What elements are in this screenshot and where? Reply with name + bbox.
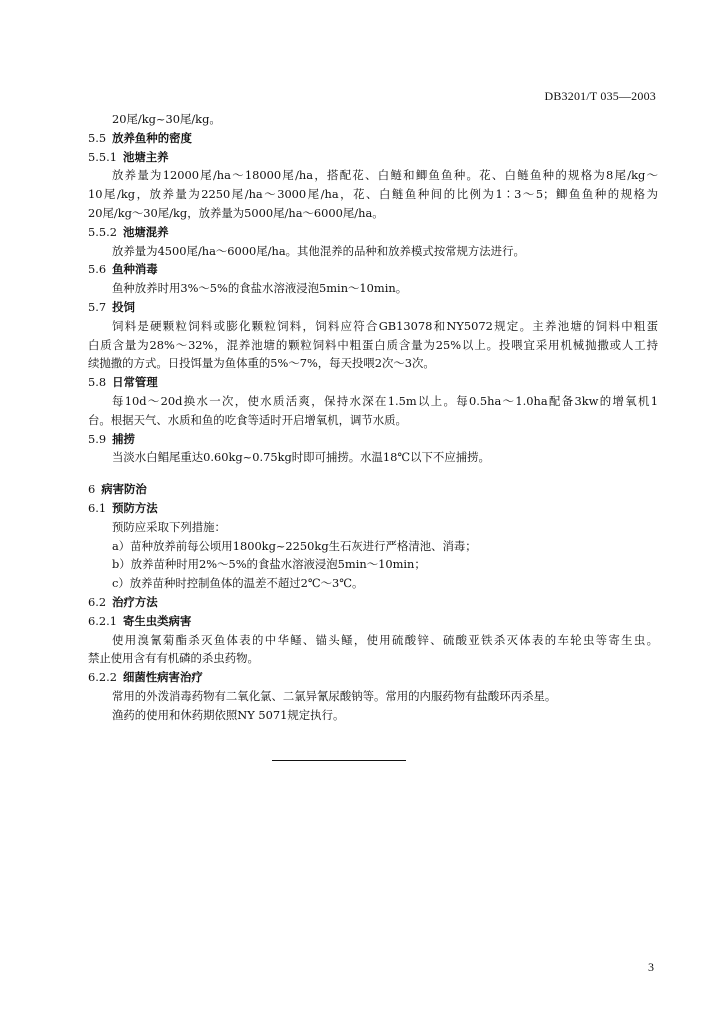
text-line: 放养量为12000尾/ha～18000尾/ha，搭配花、白鲢和鲫鱼鱼种。花、白鲢鱼种的规格为8尾/kg～ [112, 168, 658, 183]
text-line: 渔药的使用和休药期依照NY 5071规定执行。 [112, 707, 345, 722]
text-line: 20尾/kg~30尾/kg。 [112, 112, 221, 126]
text-line: 当淡水白鲳尾重达0.60kg~0.75kg时即可捕捞。水温18℃以下不应捕捞。 [112, 450, 490, 465]
section-heading-6-2-1 [88, 612, 658, 631]
end-rule [272, 760, 406, 761]
text-line: 鱼种放养时用3%～5%的食盐水溶液浸泡5min～10min。 [112, 281, 408, 296]
section-heading-5-9 [88, 430, 658, 449]
text-line: 白质含量为28%～32%，混养池塘的颗粒饲料中粗蛋白质含量为25%以上。投喂宜采用机械抛撒或人工持 [88, 337, 658, 352]
list-item: a）苗种放养前每公顷用1800kg~2250kg生石灰进行严格清池、消毒； [112, 538, 477, 553]
text-line: 续抛撒的方式。日投饵量为鱼体重的5%～7%，每天投喂2次～3次。 [88, 356, 435, 371]
section-heading-6-2-2 [88, 668, 658, 687]
section-gap [88, 467, 658, 480]
page-number: 3 [648, 960, 654, 974]
section-number: 6.2.1 [88, 613, 117, 628]
text-line: 常用的外泼消毒药物有二氧化氯、二氯异氰尿酸钠等。常用的内服药物有盐酸环丙杀星。 [112, 688, 557, 703]
document-body [88, 110, 658, 725]
section-heading-5-5 [88, 129, 658, 148]
section-number: 5.6 [88, 262, 107, 277]
text-line: 使用溴氰菊酯杀灭鱼体表的中华鳋、锚头鳋，使用硫酸锌、硫酸亚铁杀灭体表的车轮虫等寄生虫。 [112, 632, 658, 647]
section-number: 5.5 [88, 130, 107, 145]
text-line: 每10d～20d换水一次，使水质活爽，保持水深在1.5m以上。每0.5ha～1.0ha配备3kw的增氧机1 [112, 393, 658, 408]
section-heading-5-6 [88, 260, 658, 279]
section-number: 5.8 [88, 375, 107, 390]
section-number: 5.7 [88, 299, 107, 314]
text-line: 预防应采取下列措施： [112, 519, 226, 534]
section-title: 投饲 [112, 299, 135, 314]
list-item: b）放养苗种时用2%～5%的食盐水溶液浸泡5min～10min； [112, 557, 426, 572]
text-line: 台。根据天气、水质和鱼的吃食等适时开启增氧机，调节水质。 [88, 412, 407, 427]
section-number: 6 [88, 482, 96, 497]
section-number: 6.1 [88, 500, 107, 515]
section-title: 日常管理 [112, 375, 158, 390]
section-title: 鱼种消毒 [112, 262, 158, 277]
section-heading-5-5-2 [88, 223, 658, 242]
section-heading-6-2 [88, 593, 658, 612]
section-number: 5.5.1 [88, 149, 117, 164]
section-title: 寄生虫类病害 [122, 613, 192, 628]
section-heading-5-7 [88, 298, 658, 317]
section-heading-5-8 [88, 373, 658, 392]
section-heading-6-1 [88, 499, 658, 518]
text-line: 饲料是硬颗粒饲料或膨化颗粒饲料，饲料应符合GB13078和NY5072规定。主养池塘的饲料中粗蛋 [112, 318, 658, 333]
section-number: 5.9 [88, 431, 107, 446]
section-number: 5.5.2 [88, 224, 117, 239]
section-title: 放养鱼种的密度 [112, 130, 192, 145]
section-title: 细菌性病害治疗 [122, 670, 203, 685]
document-code: DB3201/T 035—2003 [544, 89, 656, 103]
section-title: 捕捞 [112, 431, 135, 446]
section-number: 6.2 [88, 594, 107, 609]
text-line: 20尾/kg～30尾/kg，放养量为5000尾/ha～6000尾/ha。 [88, 205, 384, 220]
section-heading-6 [88, 480, 658, 499]
section-title: 池塘主养 [122, 149, 169, 164]
section-title: 池塘混养 [122, 224, 169, 239]
text-line: 禁止使用含有有机磷的杀虫药物。 [88, 651, 259, 666]
section-heading-5-5-1 [88, 148, 658, 167]
section-number: 6.2.2 [88, 670, 117, 685]
text-line: 10尾/kg，放养量为2250尾/ha～3000尾/ha，花、白鲢鱼种间的比例为1∶3～5；鲫鱼鱼种的规格为 [88, 187, 658, 202]
list-item: c）放养苗种时控制鱼体的温差不超过2℃～3℃。 [112, 576, 364, 591]
section-title: 病害防治 [101, 482, 147, 497]
text-line: 放养量为4500尾/ha～6000尾/ha。其他混养的品种和放养模式按常规方法进行。 [112, 243, 525, 258]
section-title: 预防方法 [112, 500, 158, 515]
section-title: 治疗方法 [112, 594, 158, 609]
